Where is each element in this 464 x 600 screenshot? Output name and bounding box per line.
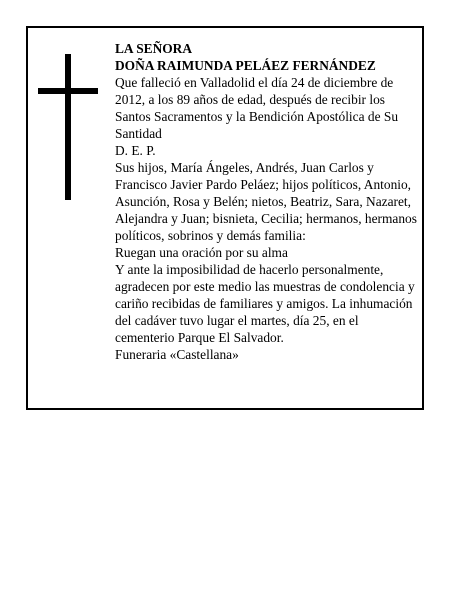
cross-vertical-bar <box>65 54 71 200</box>
family-list: Sus hijos, María Ángeles, Andrés, Juan Carlos y Francisco Javier Pardo Peláez; hijos políticos, Antonio, Asunción, Rosa y Belén; nietos, Beatriz, Sara, Nazaret, Alejandra y Juan; bisnieta, Cecilia; hermanos, hermanos políticos, sobrinos y demás familia: <box>115 160 417 243</box>
thanks-message: Y ante la imposibilidad de hacerlo personalmente, agradecen por este medio las muestras de condolencia y cariño recibidas de familiares y amigos. La inhumación del cadáver tuvo lugar el martes, día 25, en el cementerio Parque El Salvador. <box>115 262 415 345</box>
obituary-notice <box>26 26 424 410</box>
prayer-request: Ruegan una oración por su alma <box>115 245 288 260</box>
cross-icon <box>38 54 98 200</box>
cross-horizontal-bar <box>38 88 98 94</box>
deceased-name: DOÑA RAIMUNDA PELÁEZ FERNÁNDEZ <box>115 58 376 73</box>
obituary-heading: LA SEÑORA <box>115 41 193 56</box>
funeral-home: Funeraria «Castellana» <box>115 347 239 362</box>
dep-abbreviation: D. E. P. <box>115 143 156 158</box>
obituary-text <box>115 40 421 363</box>
death-info: Que falleció en Valladolid el día 24 de diciembre de 2012, a los 89 años de edad, después de recibir los Santos Sacramentos y la Bendición Apostólica de Su Santidad <box>115 75 399 141</box>
